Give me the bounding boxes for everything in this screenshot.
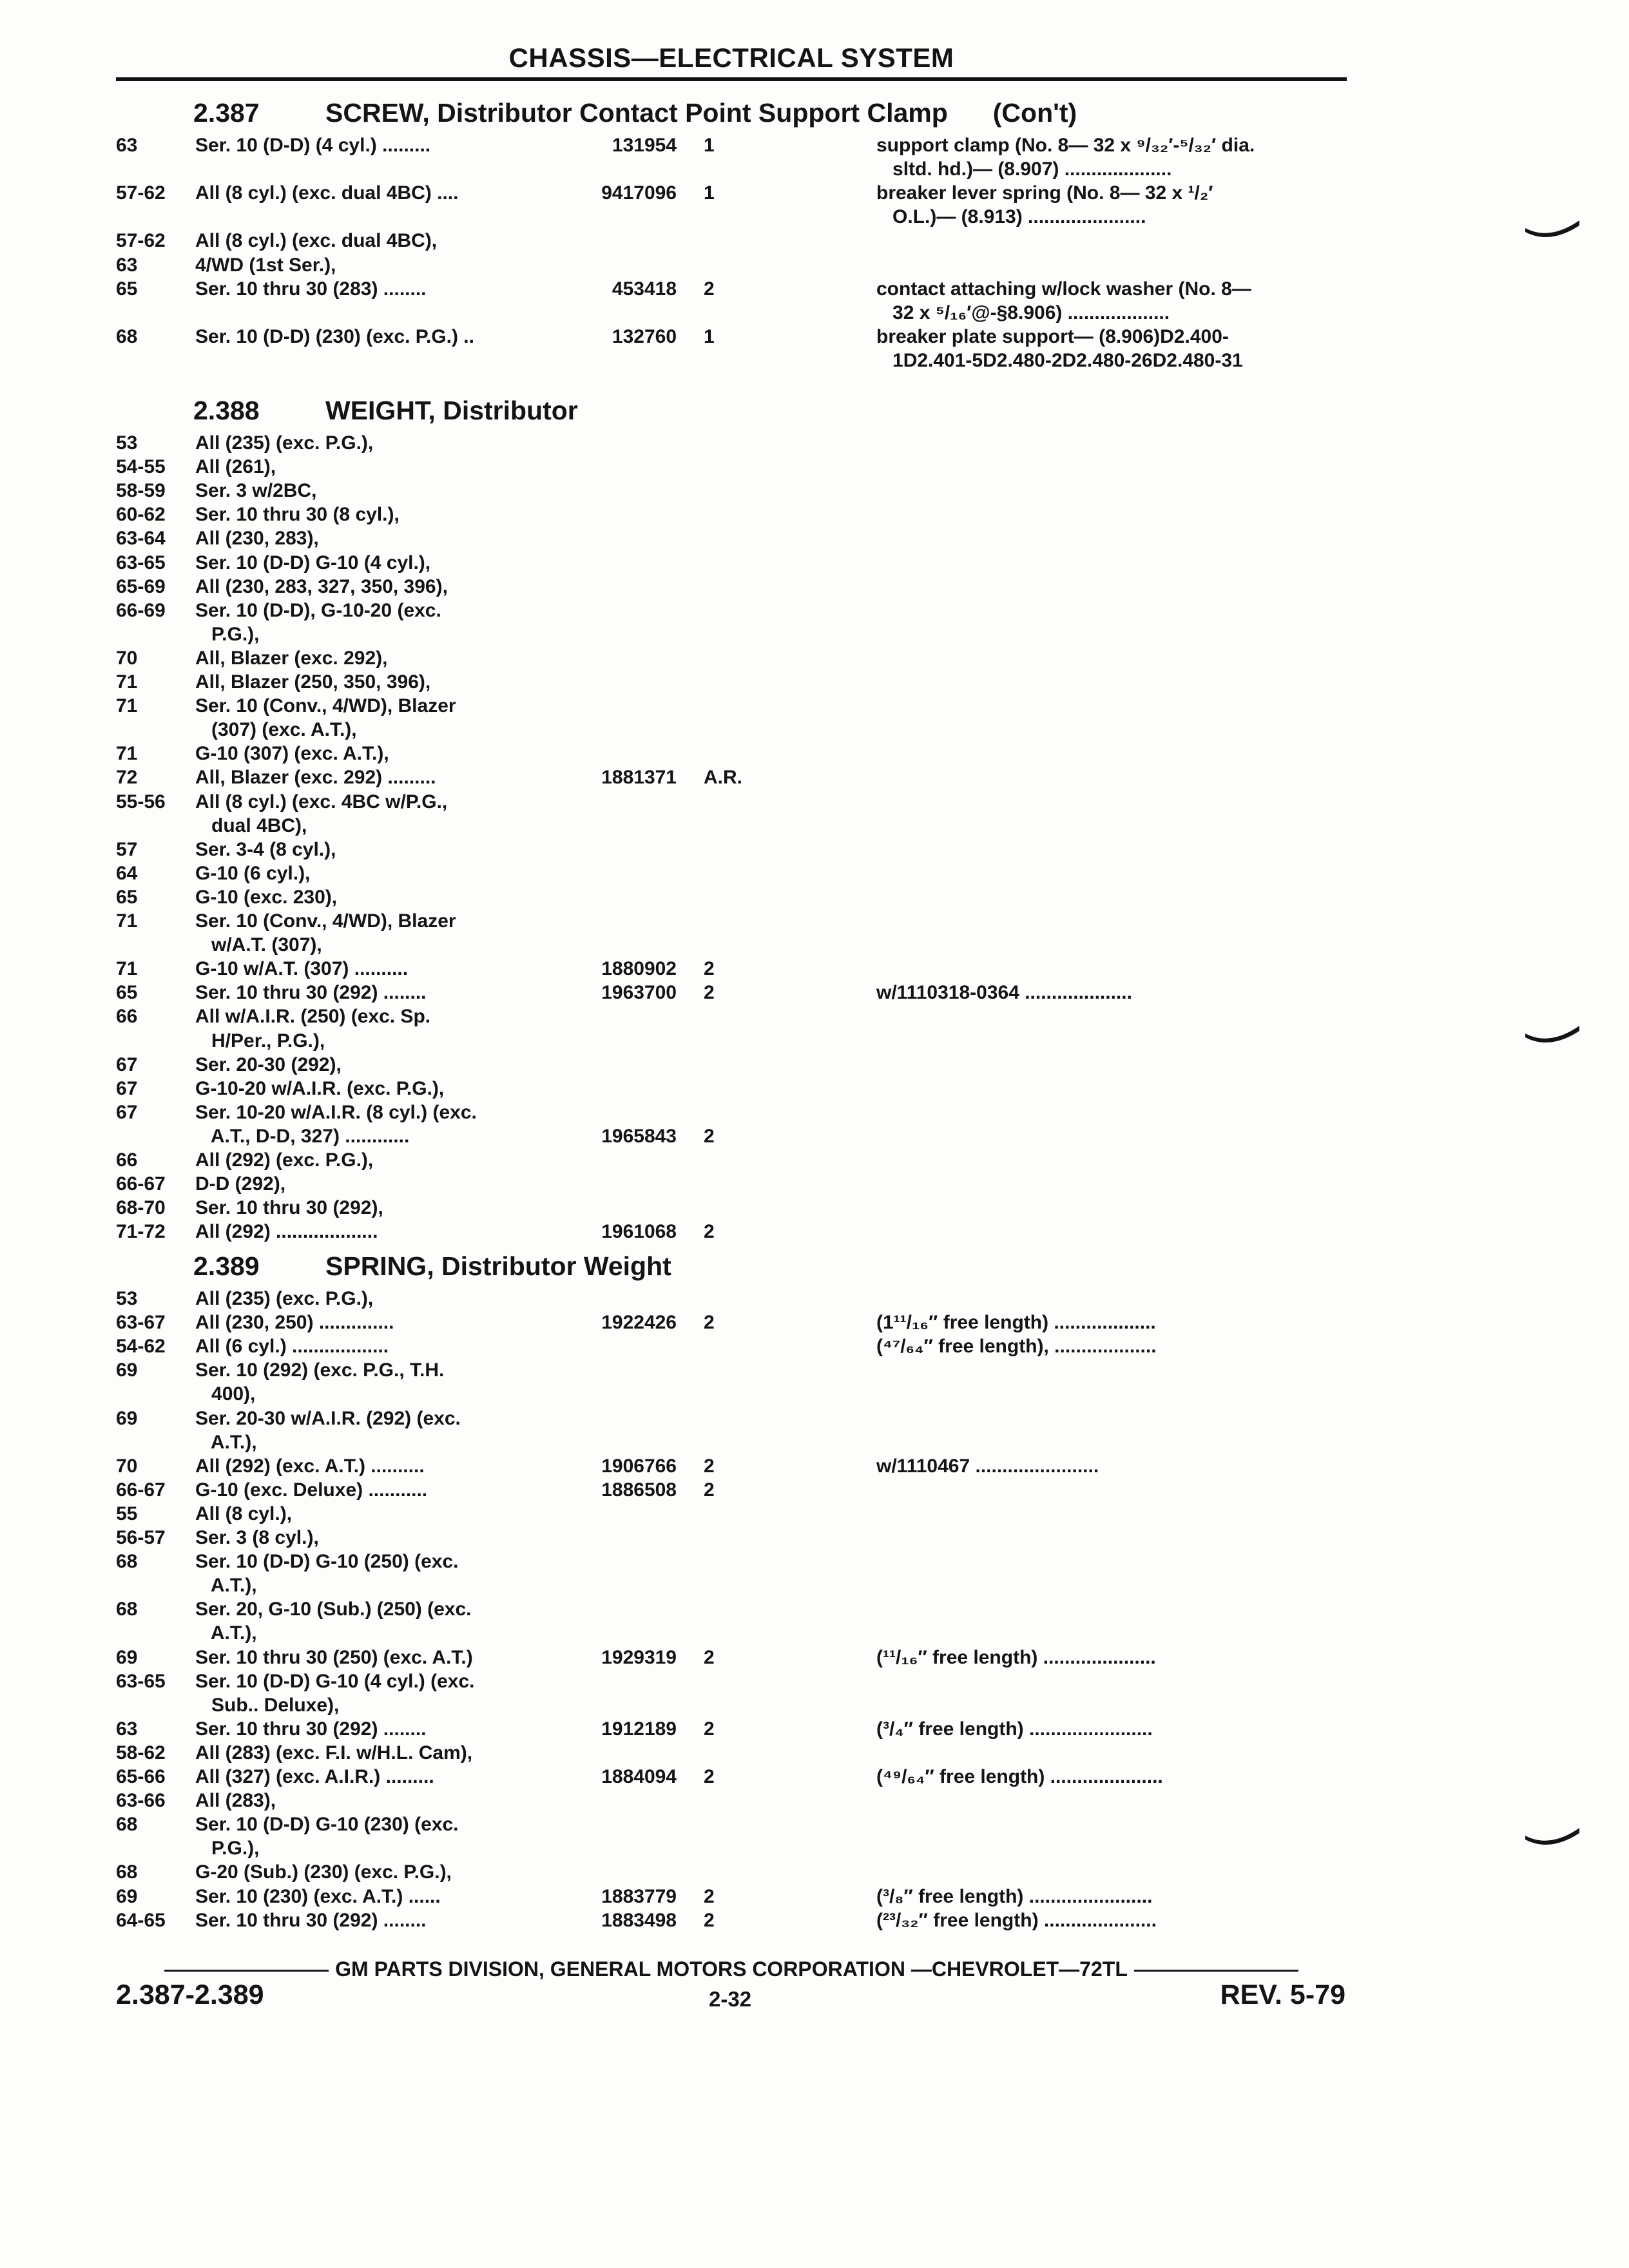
footer-publisher-text: GM PARTS DIVISION, GENERAL MOTORS CORPORATION —CHEVROLET—72TL [335,1957,1128,1981]
application: All (8 cyl.) (exc. dual 4BC), [195,230,438,252]
application: (307) (exc. A.T.), [195,719,357,741]
model-year: 53 [116,432,138,454]
model-year: 63 [116,1718,138,1740]
model-year: 63-67 [116,1312,166,1334]
description: w/1110467 ....................... [876,1455,1099,1477]
quantity: 2 [704,1885,715,1907]
model-year: 71 [116,671,138,693]
model-year: 68 [116,1814,138,1836]
application: Ser. 10 (D-D) (4 cyl.) ......... [195,135,431,156]
model-year: 56-57 [116,1527,166,1548]
application: Ser. 20, G-10 (Sub.) (250) (exc. [195,1599,472,1620]
model-year: 68 [116,325,138,347]
model-year: 63 [116,135,138,156]
application: Ser. 10 thru 30 (283) ........ [195,278,427,300]
model-year: 68 [116,1599,138,1620]
application: Ser. 3 (8 cyl.), [195,1527,319,1548]
part-number: 132760 [612,325,677,347]
section-title: WEIGHT, Distributor [325,396,578,425]
description: 1D2.401-5D2.480-2D2.480-26D2.480-31 [876,349,1243,371]
model-year: 71 [116,743,138,765]
model-year: 68 [116,1861,138,1883]
part-number: 1883498 [601,1909,677,1931]
section-heading [193,1250,671,1282]
quantity: 2 [704,1646,715,1668]
model-year: 54-62 [116,1336,166,1358]
model-year: 64 [116,862,138,884]
part-number: 1922426 [601,1312,677,1334]
application: Ser. 10 thru 30 (292) ........ [195,982,427,1004]
application: A.T.), [195,1622,257,1644]
application: All (283) (exc. F.I. w/H.L. Cam), [195,1742,473,1763]
model-year: 70 [116,647,138,669]
part-number: 1881371 [601,767,677,789]
application: All (292) (exc. P.G.), [195,1149,374,1171]
part-number: 1886508 [601,1479,677,1501]
footer-revision: REV. 5-79 [1220,1979,1345,2010]
model-year: 66 [116,1006,138,1028]
application: All (6 cyl.) .................. [195,1336,389,1358]
application: Ser. 10 thru 30 (292), [195,1197,383,1219]
quantity: 1 [704,135,715,156]
description: contact attaching w/lock washer (No. 8— [876,278,1251,300]
model-year: 58-62 [116,1742,166,1763]
application: All, Blazer (250, 350, 396), [195,671,431,693]
model-year: 67 [116,1101,138,1123]
application: Ser. 10 (D-D) (230) (exc. P.G.) .. [195,325,474,347]
section-number: 2.388 [193,396,260,425]
model-year: 66-69 [116,599,166,621]
description: O.L.)— (8.913) ...................... [876,206,1146,228]
application: Ser. 10 (D-D) G-10 (230) (exc. [195,1814,459,1836]
application: 400), [195,1383,256,1405]
section-title: SCREW, Distributor Contact Point Support Clamp [325,98,948,128]
binder-tab-mark [1524,1018,1582,1050]
application: All (235) (exc. P.G.), [195,432,374,454]
footer-publisher [116,1957,1347,1981]
model-year: 63 [116,254,138,276]
model-year: 54-55 [116,456,166,478]
quantity: 2 [704,1125,715,1147]
section-heading [193,97,1077,129]
quantity: 2 [704,982,715,1004]
model-year: 57 [116,838,138,860]
model-year: 55-56 [116,791,166,812]
model-year: 63-65 [116,552,166,573]
application: A.T.), [195,1575,257,1597]
part-number: 1880902 [601,958,677,980]
application: Ser. 10 (Conv., 4/WD), Blazer [195,910,456,932]
model-year: 65-69 [116,575,166,597]
description: breaker plate support— (8.906)D2.400- [876,325,1229,347]
model-year: 72 [116,767,138,789]
application: A.T.), [195,1431,257,1453]
description: 32 x ⁵/₁₆′@-§8.906) ................... [876,302,1170,323]
section-heading [193,394,578,427]
quantity: 2 [704,1909,715,1931]
application: Sub.. Deluxe), [195,1694,340,1716]
model-year: 70 [116,1455,138,1477]
description: (⁴⁷/₆₄″ free length), ................... [876,1336,1157,1358]
quantity: 1 [704,182,715,204]
part-number: 1929319 [601,1646,677,1668]
model-year: 66-67 [116,1479,166,1501]
application: All (230, 283), [195,528,319,550]
application: G-10 (6 cyl.), [195,862,311,884]
quantity: 2 [704,1221,715,1243]
section-number: 2.389 [193,1251,260,1281]
application: Ser. 3-4 (8 cyl.), [195,838,336,860]
application: G-10 (exc. Deluxe) ........... [195,1479,428,1501]
part-number: 1912189 [601,1718,677,1740]
model-year: 71-72 [116,1221,166,1243]
application: G-10 (307) (exc. A.T.), [195,743,389,765]
model-year: 65 [116,278,138,300]
application: H/Per., P.G.), [195,1030,325,1052]
part-number: 1965843 [601,1125,677,1147]
description: (1¹¹/₁₆″ free length) ................... [876,1312,1156,1334]
application: w/A.T. (307), [195,934,322,956]
description: (³/₈″ free length) ....................... [876,1885,1153,1907]
part-number: 1963700 [601,982,677,1004]
description: breaker lever spring (No. 8— 32 x ¹/₂′ [876,182,1213,204]
model-year: 66 [116,1149,138,1171]
quantity: 2 [704,1766,715,1787]
model-year: 57-62 [116,230,166,252]
footer-page-number: 2-32 [709,1987,752,2011]
model-year: 67 [116,1077,138,1099]
application: All (230, 250) .............. [195,1312,394,1334]
model-year: 55 [116,1503,138,1524]
model-year: 67 [116,1053,138,1075]
model-year: 69 [116,1360,138,1381]
part-number: 1906766 [601,1455,677,1477]
application: Ser. 10 (D-D), G-10-20 (exc. [195,599,441,621]
application: Ser. 10 (292) (exc. P.G., T.H. [195,1360,445,1381]
model-year: 63-65 [116,1670,166,1692]
description: (⁴⁹/₆₄″ free length) ..................... [876,1766,1163,1787]
quantity: 2 [704,278,715,300]
footer-rule-left [164,1970,329,1972]
part-number: 1884094 [601,1766,677,1787]
quantity: 1 [704,325,715,347]
model-year: 68 [116,1551,138,1573]
quantity: 2 [704,958,715,980]
part-number: 131954 [612,135,677,156]
footer-section-range: 2.387-2.389 [116,1979,264,2010]
application: Ser. 10 (D-D) G-10 (250) (exc. [195,1551,459,1573]
application: Ser. 10 (Conv., 4/WD), Blazer [195,695,456,717]
quantity: A.R. [704,767,742,789]
model-year: 71 [116,958,138,980]
application: All, Blazer (exc. 292) ......... [195,767,436,789]
model-year: 58-59 [116,480,166,502]
quantity: 2 [704,1312,715,1334]
running-head: CHASSIS—ELECTRICAL SYSTEM [508,43,954,73]
part-number: 1961068 [601,1221,677,1243]
application: Ser. 10 (D-D) G-10 (4 cyl.) (exc. [195,1670,475,1692]
model-year: 71 [116,695,138,717]
model-year: 71 [116,910,138,932]
application: dual 4BC), [195,814,307,836]
footer-rule-right [1134,1970,1298,1972]
part-number: 1883779 [601,1885,677,1907]
section-continued-label: (Con't) [992,98,1077,128]
model-year: 68-70 [116,1197,166,1219]
model-year: 65 [116,886,138,908]
quantity: 2 [704,1479,715,1501]
application: Ser. 10 (230) (exc. A.T.) ...... [195,1885,441,1907]
application: All (283), [195,1790,276,1812]
section-number: 2.387 [193,98,260,128]
description: (³/₄″ free length) ....................... [876,1718,1153,1740]
model-year: 69 [116,1407,138,1429]
application: Ser. 10 thru 30 (292) ........ [195,1909,427,1931]
header-rule [116,77,1347,81]
application: All, Blazer (exc. 292), [195,647,388,669]
application: All (292) ................... [195,1221,378,1243]
application: Ser. 20-30 (292), [195,1053,342,1075]
model-year: 65 [116,982,138,1004]
application: G-10 (exc. 230), [195,886,338,908]
application: Ser. 20-30 w/A.I.R. (292) (exc. [195,1407,461,1429]
binder-tab-mark [1524,213,1582,245]
description: sltd. hd.)— (8.907) .................... [876,159,1172,180]
application: Ser. 10 thru 30 (8 cyl.), [195,504,400,526]
application: Ser. 3 w/2BC, [195,480,317,502]
quantity: 2 [704,1718,715,1740]
model-year: 57-62 [116,182,166,204]
application: 4/WD (1st Ser.), [195,254,336,276]
part-number: 9417096 [601,182,677,204]
application: G-20 (Sub.) (230) (exc. P.G.), [195,1861,452,1883]
section-title: SPRING, Distributor Weight [325,1251,671,1281]
application: All (261), [195,456,276,478]
model-year: 60-62 [116,504,166,526]
application: Ser. 10 thru 30 (250) (exc. A.T.) [195,1646,473,1668]
quantity: 2 [704,1455,715,1477]
description: (¹¹/₁₆″ free length) ..................... [876,1646,1156,1668]
application: P.G.), [195,623,260,645]
application: All (327) (exc. A.I.R.) ......... [195,1766,434,1787]
application: Ser. 10-20 w/A.I.R. (8 cyl.) (exc. [195,1101,477,1123]
application: G-10 w/A.T. (307) .......... [195,958,409,980]
application: All w/A.I.R. (250) (exc. Sp. [195,1006,431,1028]
model-year: 69 [116,1646,138,1668]
application: All (235) (exc. P.G.), [195,1288,374,1309]
binder-tab-mark [1524,1820,1582,1852]
application: All (292) (exc. A.T.) .......... [195,1455,425,1477]
application: D-D (292), [195,1173,286,1195]
model-year: 63-66 [116,1790,166,1812]
application: All (8 cyl.) (exc. 4BC w/P.G., [195,791,448,812]
model-year: 69 [116,1885,138,1907]
application: All (8 cyl.) (exc. dual 4BC) .... [195,182,459,204]
model-year: 63-64 [116,528,166,550]
application: All (230, 283, 327, 350, 396), [195,575,448,597]
model-year: 65-66 [116,1766,166,1787]
description: (²³/₃₂″ free length) ..................... [876,1909,1157,1931]
application: Ser. 10 thru 30 (292) ........ [195,1718,427,1740]
application: G-10-20 w/A.I.R. (exc. P.G.), [195,1077,445,1099]
model-year: 64-65 [116,1909,166,1931]
part-number: 453418 [612,278,677,300]
description: w/1110318-0364 .................... [876,982,1132,1004]
application: P.G.), [195,1838,260,1860]
application: All (8 cyl.), [195,1503,293,1524]
model-year: 66-67 [116,1173,166,1195]
application: A.T., D-D, 327) ............ [195,1125,410,1147]
model-year: 53 [116,1288,138,1309]
application: Ser. 10 (D-D) G-10 (4 cyl.), [195,552,431,573]
description: support clamp (No. 8— 32 x ⁹/₃₂′-⁵/₃₂′ dia. [876,135,1255,156]
